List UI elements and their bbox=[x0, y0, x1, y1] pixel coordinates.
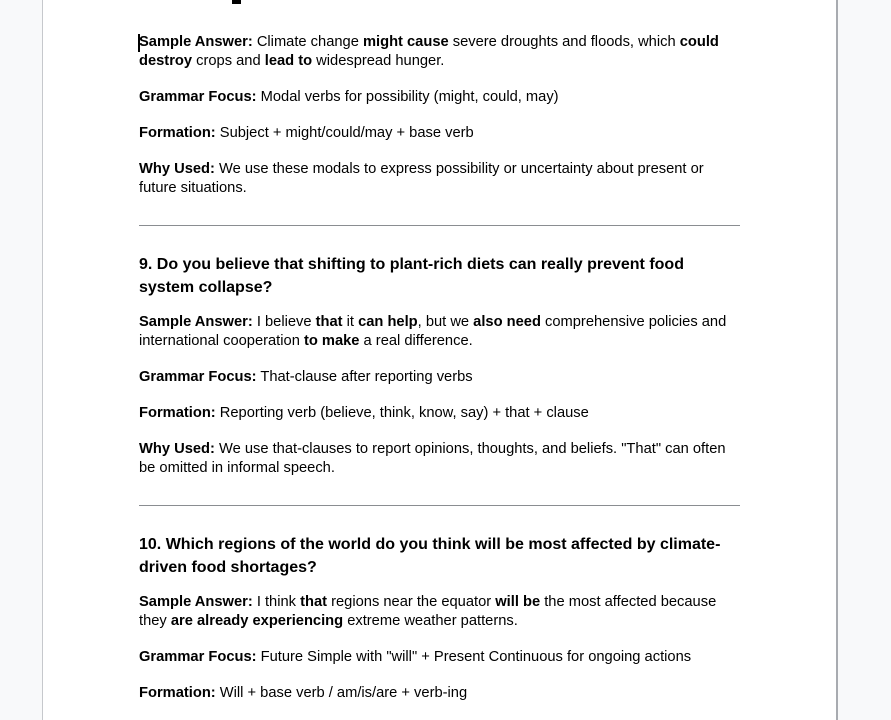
text-run: that bbox=[300, 594, 328, 610]
question-heading[interactable]: 10. Which regions of the world do you think will be most affected by climate-driven food shortages? bbox=[139, 536, 721, 576]
text-run: Why Used: bbox=[139, 161, 215, 177]
text-run: that bbox=[315, 314, 343, 330]
paragraph[interactable] bbox=[139, 404, 740, 423]
text-run: are already experiencing bbox=[170, 613, 344, 629]
text-cursor bbox=[138, 34, 140, 52]
text-run: I think bbox=[252, 594, 301, 610]
text-run: Grammar Focus: bbox=[139, 649, 257, 665]
text-run: That-clause after reporting verbs bbox=[256, 369, 473, 385]
section-divider bbox=[139, 505, 740, 506]
text-run: Sample Answer: bbox=[139, 314, 253, 330]
text-run: Sample Answer: bbox=[139, 34, 253, 50]
text-run: Grammar Focus: bbox=[139, 89, 257, 105]
text-run: Future Simple with "will" + Present Continuous for ongoing actions bbox=[256, 649, 692, 665]
text-run: regions near the equator bbox=[327, 594, 496, 610]
text-run: might cause bbox=[362, 34, 449, 50]
paragraph[interactable] bbox=[139, 440, 740, 478]
text-run: crops and bbox=[192, 53, 265, 69]
text-run: Climate change bbox=[252, 34, 363, 50]
text-run: Will + base verb / am/is/are + verb-ing bbox=[215, 685, 468, 701]
paragraph[interactable] bbox=[139, 33, 740, 71]
paragraph[interactable] bbox=[139, 684, 740, 703]
text-run: We use these modals to express possibility or uncertainty about present or future situations. bbox=[139, 161, 704, 196]
text-run: a real difference. bbox=[359, 333, 473, 349]
text-run: it bbox=[342, 314, 359, 330]
text-run: severe droughts and floods, which bbox=[448, 34, 680, 50]
paragraph[interactable] bbox=[139, 593, 740, 631]
text-run: could destroy bbox=[139, 34, 719, 69]
text-run: Why Used: bbox=[139, 441, 215, 457]
text-run: Sample Answer: bbox=[139, 594, 253, 610]
text-run: Modal verbs for possibility (might, could, may) bbox=[256, 89, 559, 105]
paragraph[interactable] bbox=[139, 313, 740, 351]
text-run: will be bbox=[495, 594, 541, 610]
text-run: Grammar Focus: bbox=[139, 369, 257, 385]
text-run: I believe bbox=[252, 314, 316, 330]
text-run: to make bbox=[303, 333, 360, 349]
text-run: the most affected because they bbox=[139, 594, 717, 629]
text-run: Formation: bbox=[139, 405, 216, 421]
text-run: , but we bbox=[417, 314, 474, 330]
paragraph[interactable] bbox=[139, 124, 740, 143]
text-run: Formation: bbox=[139, 685, 216, 701]
paragraph[interactable] bbox=[139, 88, 740, 107]
document-page[interactable] bbox=[42, 0, 838, 720]
text-run: also need bbox=[473, 314, 541, 330]
text-run: Formation: bbox=[139, 125, 216, 141]
text-run: Subject + might/could/may + base verb bbox=[215, 125, 474, 141]
text-run: comprehensive policies and international cooperation bbox=[139, 314, 727, 349]
paragraph[interactable] bbox=[139, 648, 740, 667]
text-run: lead to bbox=[264, 53, 313, 69]
document-body[interactable] bbox=[43, 0, 836, 703]
text-run: can help bbox=[358, 314, 418, 330]
text-run: extreme weather patterns. bbox=[343, 613, 518, 629]
paragraph[interactable] bbox=[139, 160, 740, 198]
text-run: widespread hunger. bbox=[312, 53, 445, 69]
question-heading[interactable]: 9. Do you believe that shifting to plant-rich diets can really prevent food system collapse? bbox=[139, 256, 684, 296]
text-run: Reporting verb (believe, think, know, say) + that + clause bbox=[215, 405, 589, 421]
section-divider bbox=[139, 225, 740, 226]
text-run: We use that-clauses to report opinions, thoughts, and beliefs. "That" can often be omitted in informal speech. bbox=[139, 441, 726, 476]
paragraph[interactable] bbox=[139, 368, 740, 387]
